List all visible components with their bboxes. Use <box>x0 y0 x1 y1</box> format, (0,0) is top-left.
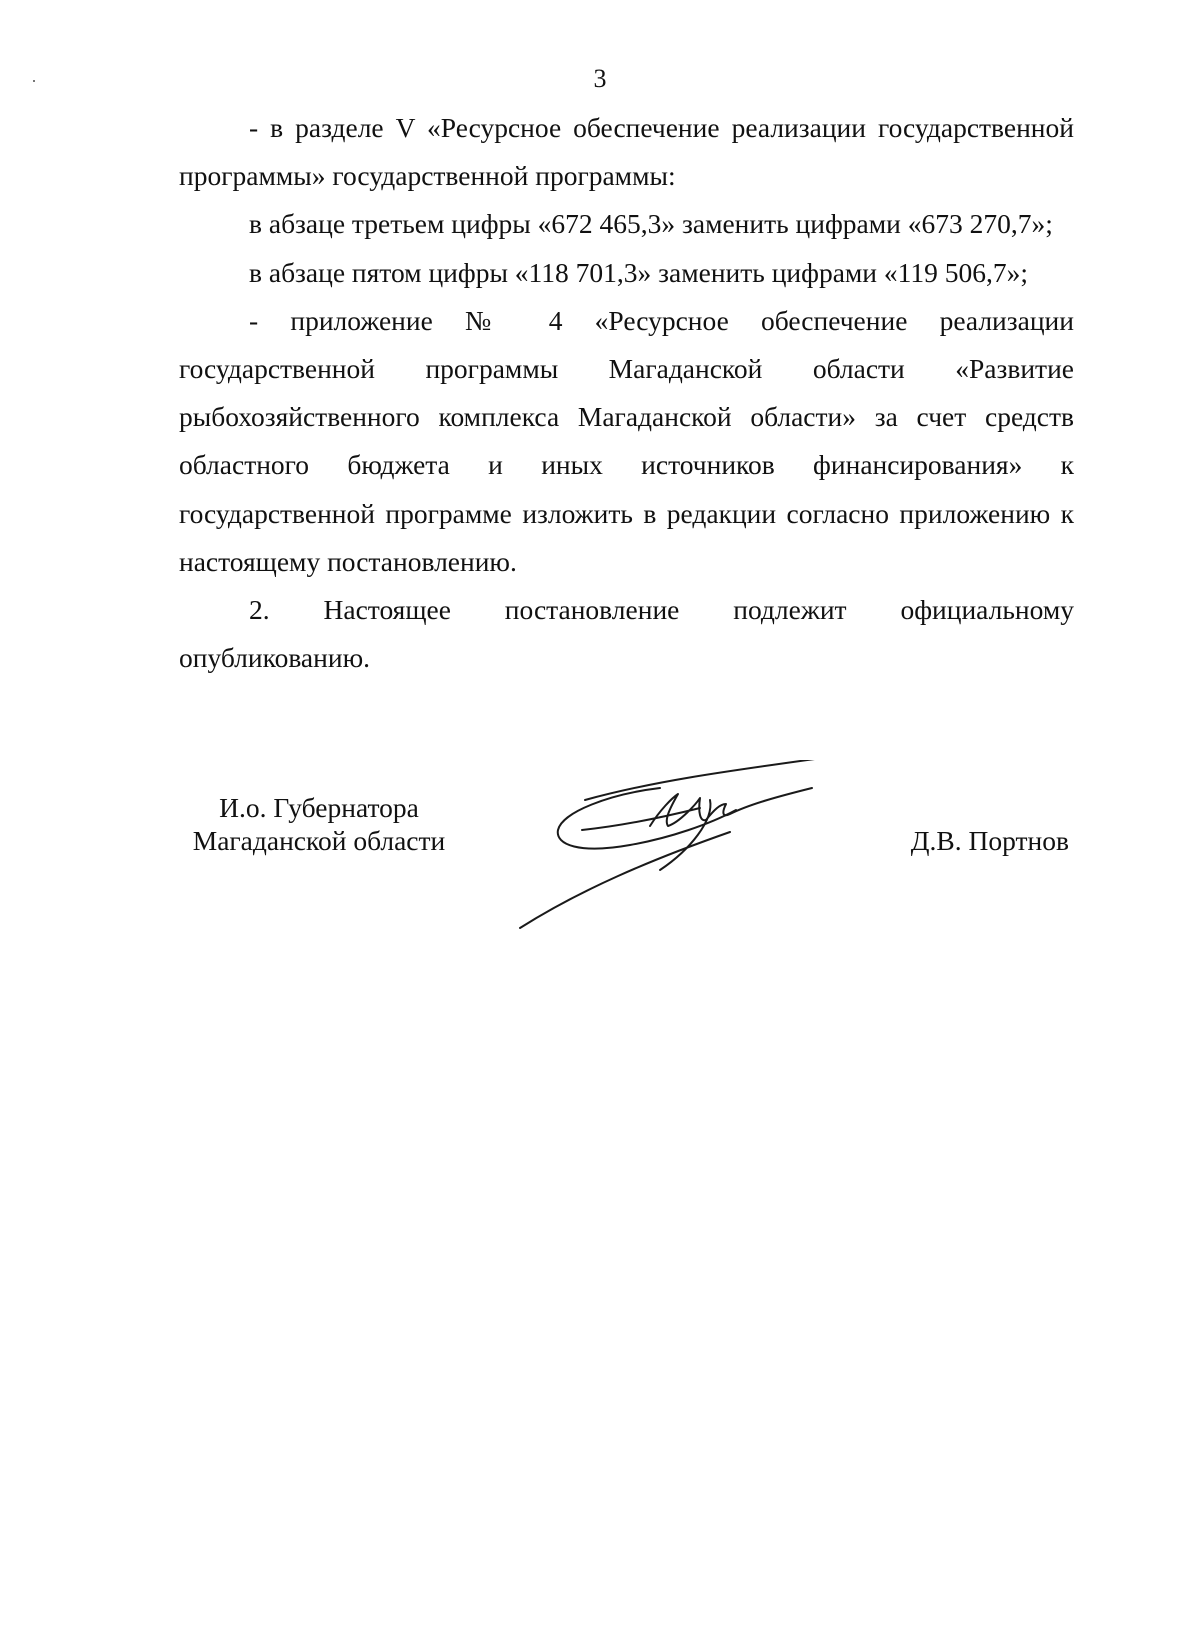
signatory-name: Д.В. Портнов <box>910 825 1069 856</box>
handwritten-signature <box>500 760 830 930</box>
paragraph-publication: 2. Настоящее постановление подлежит официальному опубликованию. <box>179 594 1074 674</box>
document-body <box>179 104 1074 682</box>
paragraph-section-v: - в разделе V «Ресурсное обеспечение реализации государственной программы» государственной программы: <box>179 112 1074 192</box>
paragraph-fifth-clause: в абзаце пятом цифры «118 701,3» заменить цифрами «119 506,7»; <box>249 256 1029 288</box>
signatory-title-line-2: Магаданской области <box>192 825 446 856</box>
page-number: 3 <box>593 64 607 93</box>
paragraph-third-clause: в абзаце третьем цифры «672 465,3» заменить цифрами «673 270,7»; <box>249 208 1053 240</box>
signatory-title <box>179 791 459 857</box>
signatory-title-line-1: И.о. Губернатора <box>219 792 419 823</box>
paragraph-appendix-4: - приложение № 4 «Ресурсное обеспечение реализации государственной программы Магаданской области «Развитие рыбохозяйственного комплекса Магаданской области» за счет средств областного бюджета и иных источников финансирования» к государственной программе изложить в редакции согласно приложению к настоящему постановлению. <box>179 304 1074 577</box>
